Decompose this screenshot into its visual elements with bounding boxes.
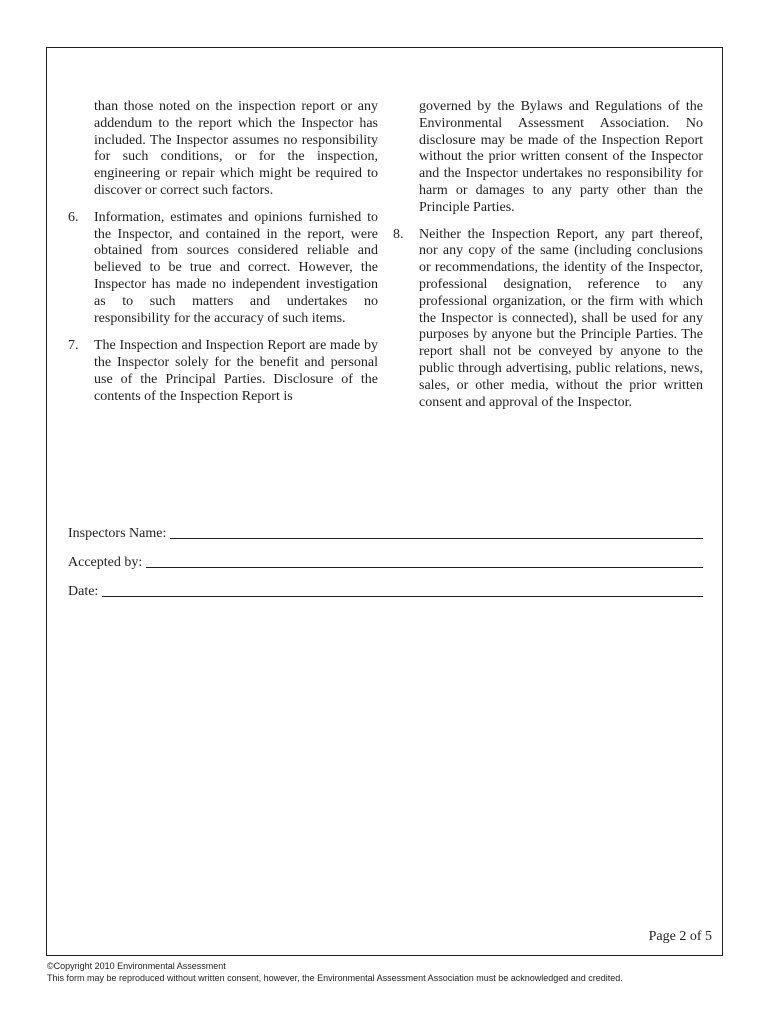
inspector-name-input-line[interactable] xyxy=(170,538,703,539)
clause-8 xyxy=(393,227,703,412)
inspector-name-label: Inspectors Name: xyxy=(68,526,167,541)
footer-copyright: ©Copyright 2010 Environmental Assessment xyxy=(47,961,226,971)
clause-6-number: 6. xyxy=(68,209,79,225)
accepted-by-input-line[interactable] xyxy=(146,567,703,568)
right-column xyxy=(393,99,703,422)
page-number: Page 2 of 5 xyxy=(648,929,712,944)
clause-7-number: 7. xyxy=(68,338,79,354)
clause-6-text: Information, estimates and opinions furnished to the Inspector, and contained in the report, were obtained from sources considered reliable and believed to be true and correct. However, the Inspector has made no independent investigation as to such matters and undertakes no responsibility for the accuracy of such items. xyxy=(94,209,378,326)
right-continuation-paragraph: governed by the Bylaws and Regulations of the Environmental Assessment Association. No disclosure may be made of the Inspection Report without the prior written consent of the Inspector and the Inspector undertakes no responsibility for harm or damages to any party other than the Principle Parties. xyxy=(419,99,703,215)
footer xyxy=(47,960,623,984)
date-input-line[interactable] xyxy=(102,596,703,597)
clause-8-number: 8. xyxy=(393,226,404,242)
date-label: Date: xyxy=(68,584,99,599)
accepted-by-label: Accepted by: xyxy=(68,555,143,570)
date-field xyxy=(68,571,703,600)
clause-7 xyxy=(68,338,378,405)
accepted-by-field xyxy=(68,542,703,571)
clause-7-text: The Inspection and Inspection Report are made by the Inspector solely for the benefit and personal use of the Principal Parties. Disclosure of the contents of the Inspection Report is xyxy=(94,338,378,404)
left-column xyxy=(68,99,378,417)
inspector-name-field xyxy=(68,513,703,542)
footer-notice: This form may be reproduced without written consent, however, the Environmental Assessment Association must be acknowledged and credited. xyxy=(47,973,623,983)
left-continuation-paragraph: than those noted on the inspection report or any addendum to the report which the Inspector has included. The Inspector assumes no responsibility for such conditions, or for the inspection, engineering or repair which might be required to discover or correct such factors. xyxy=(94,99,378,198)
clause-6 xyxy=(68,210,378,328)
page-frame xyxy=(46,47,723,956)
signature-fields xyxy=(68,513,703,600)
clause-8-text: Neither the Inspection Report, any part thereof, nor any copy of the same (including conclusions or recommendations, the identity of the Inspector, professional designation, reference to any professional organization, or the firm with which the Inspector is connected), shall be used for any purposes by anyone but the Principle Parties. The report shall not be conveyed by anyone to the public through advertising, public relations, news, sales, or other media, without the prior written consent and approval of the Inspector. xyxy=(419,226,703,410)
